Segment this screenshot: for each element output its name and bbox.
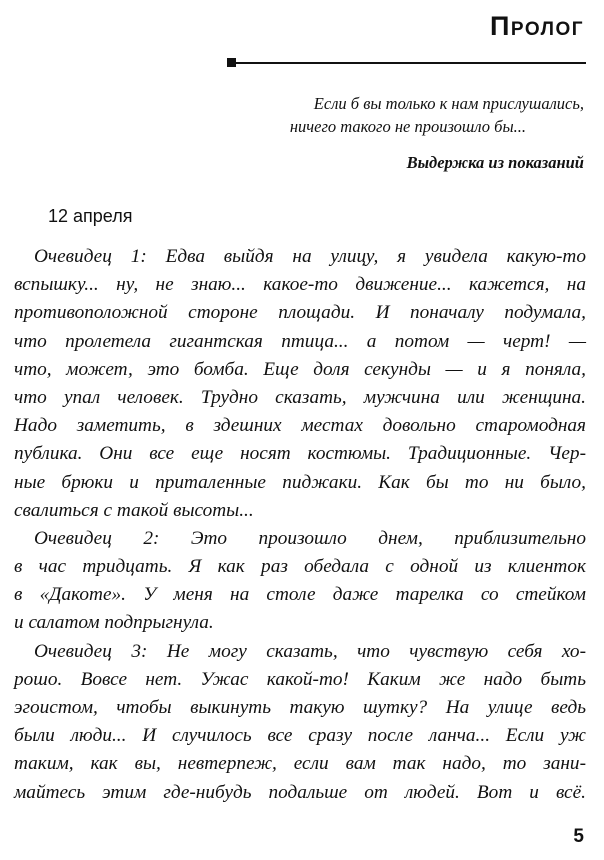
text-line: в час тридцать. Я как раз обедала с одной из клиенток bbox=[14, 556, 586, 578]
text-line: Очевидец 2: Это произошло днем, приблизительно bbox=[34, 527, 586, 549]
text-line: что, может, это бомба. Еще доля секунды — и я поняла, bbox=[14, 358, 586, 380]
text-line: рошо. Вовсе нет. Ужас какой-то! Каким же надо быть bbox=[14, 668, 586, 690]
epigraph-source: Выдержка из показаний bbox=[406, 153, 584, 172]
text-line: что пролетела гигантская птица... а потом — черт! — bbox=[14, 330, 586, 352]
page-number: 5 bbox=[573, 826, 584, 847]
text-line: противоположной стороне площади. И поначалу подумала, bbox=[14, 302, 586, 324]
title-rule bbox=[230, 62, 586, 64]
text-line: и салатом подпрыгнула. bbox=[14, 612, 214, 634]
epigraph-line: ничего такого не произошло бы... bbox=[289, 117, 526, 136]
text-line: эгоистом, чтобы выкинуть такую шутку? На улице ведь bbox=[14, 697, 586, 718]
text-line: ные брюки и приталенные пиджаки. Как бы то ни было, bbox=[14, 471, 586, 493]
text-line: были люди... И случилось все сразу после ланча... Если уж bbox=[14, 725, 586, 747]
text-line: в «Дакоте». У меня на столе даже тарелка со стейком bbox=[14, 584, 586, 606]
text-line: что упал человек. Трудно сказать, мужчина или женщина. bbox=[14, 386, 586, 408]
chapter-title: Пролог bbox=[489, 11, 584, 41]
text-line: публика. Они все еще носят костюмы. Традиционные. Чер- bbox=[14, 443, 586, 465]
body-text bbox=[14, 243, 586, 807]
text-line: Надо заметить, в здешних местах довольно старомодная bbox=[14, 415, 586, 437]
epigraph-line: Если б вы только к нам прислушались, bbox=[313, 94, 584, 113]
entry-date: 12 апреля bbox=[48, 206, 133, 226]
text-line: майтесь этим где-нибудь подальше от людей. Вот и всё. bbox=[14, 781, 586, 803]
text-line: таким, как вы, невтерпеж, если вам так надо, то зани- bbox=[14, 753, 586, 775]
text-line: Очевидец 3: Не могу сказать, что чувствую себя хо- bbox=[34, 640, 586, 662]
text-line: Очевидец 1: Едва выйдя на улицу, я увидела какую-то bbox=[34, 246, 586, 267]
text-line: свалиться с такой высоты... bbox=[14, 499, 254, 521]
text-line: вспышку... ну, не знаю... какое-то движение... кажется, на bbox=[14, 274, 586, 296]
epigraph bbox=[164, 92, 584, 174]
